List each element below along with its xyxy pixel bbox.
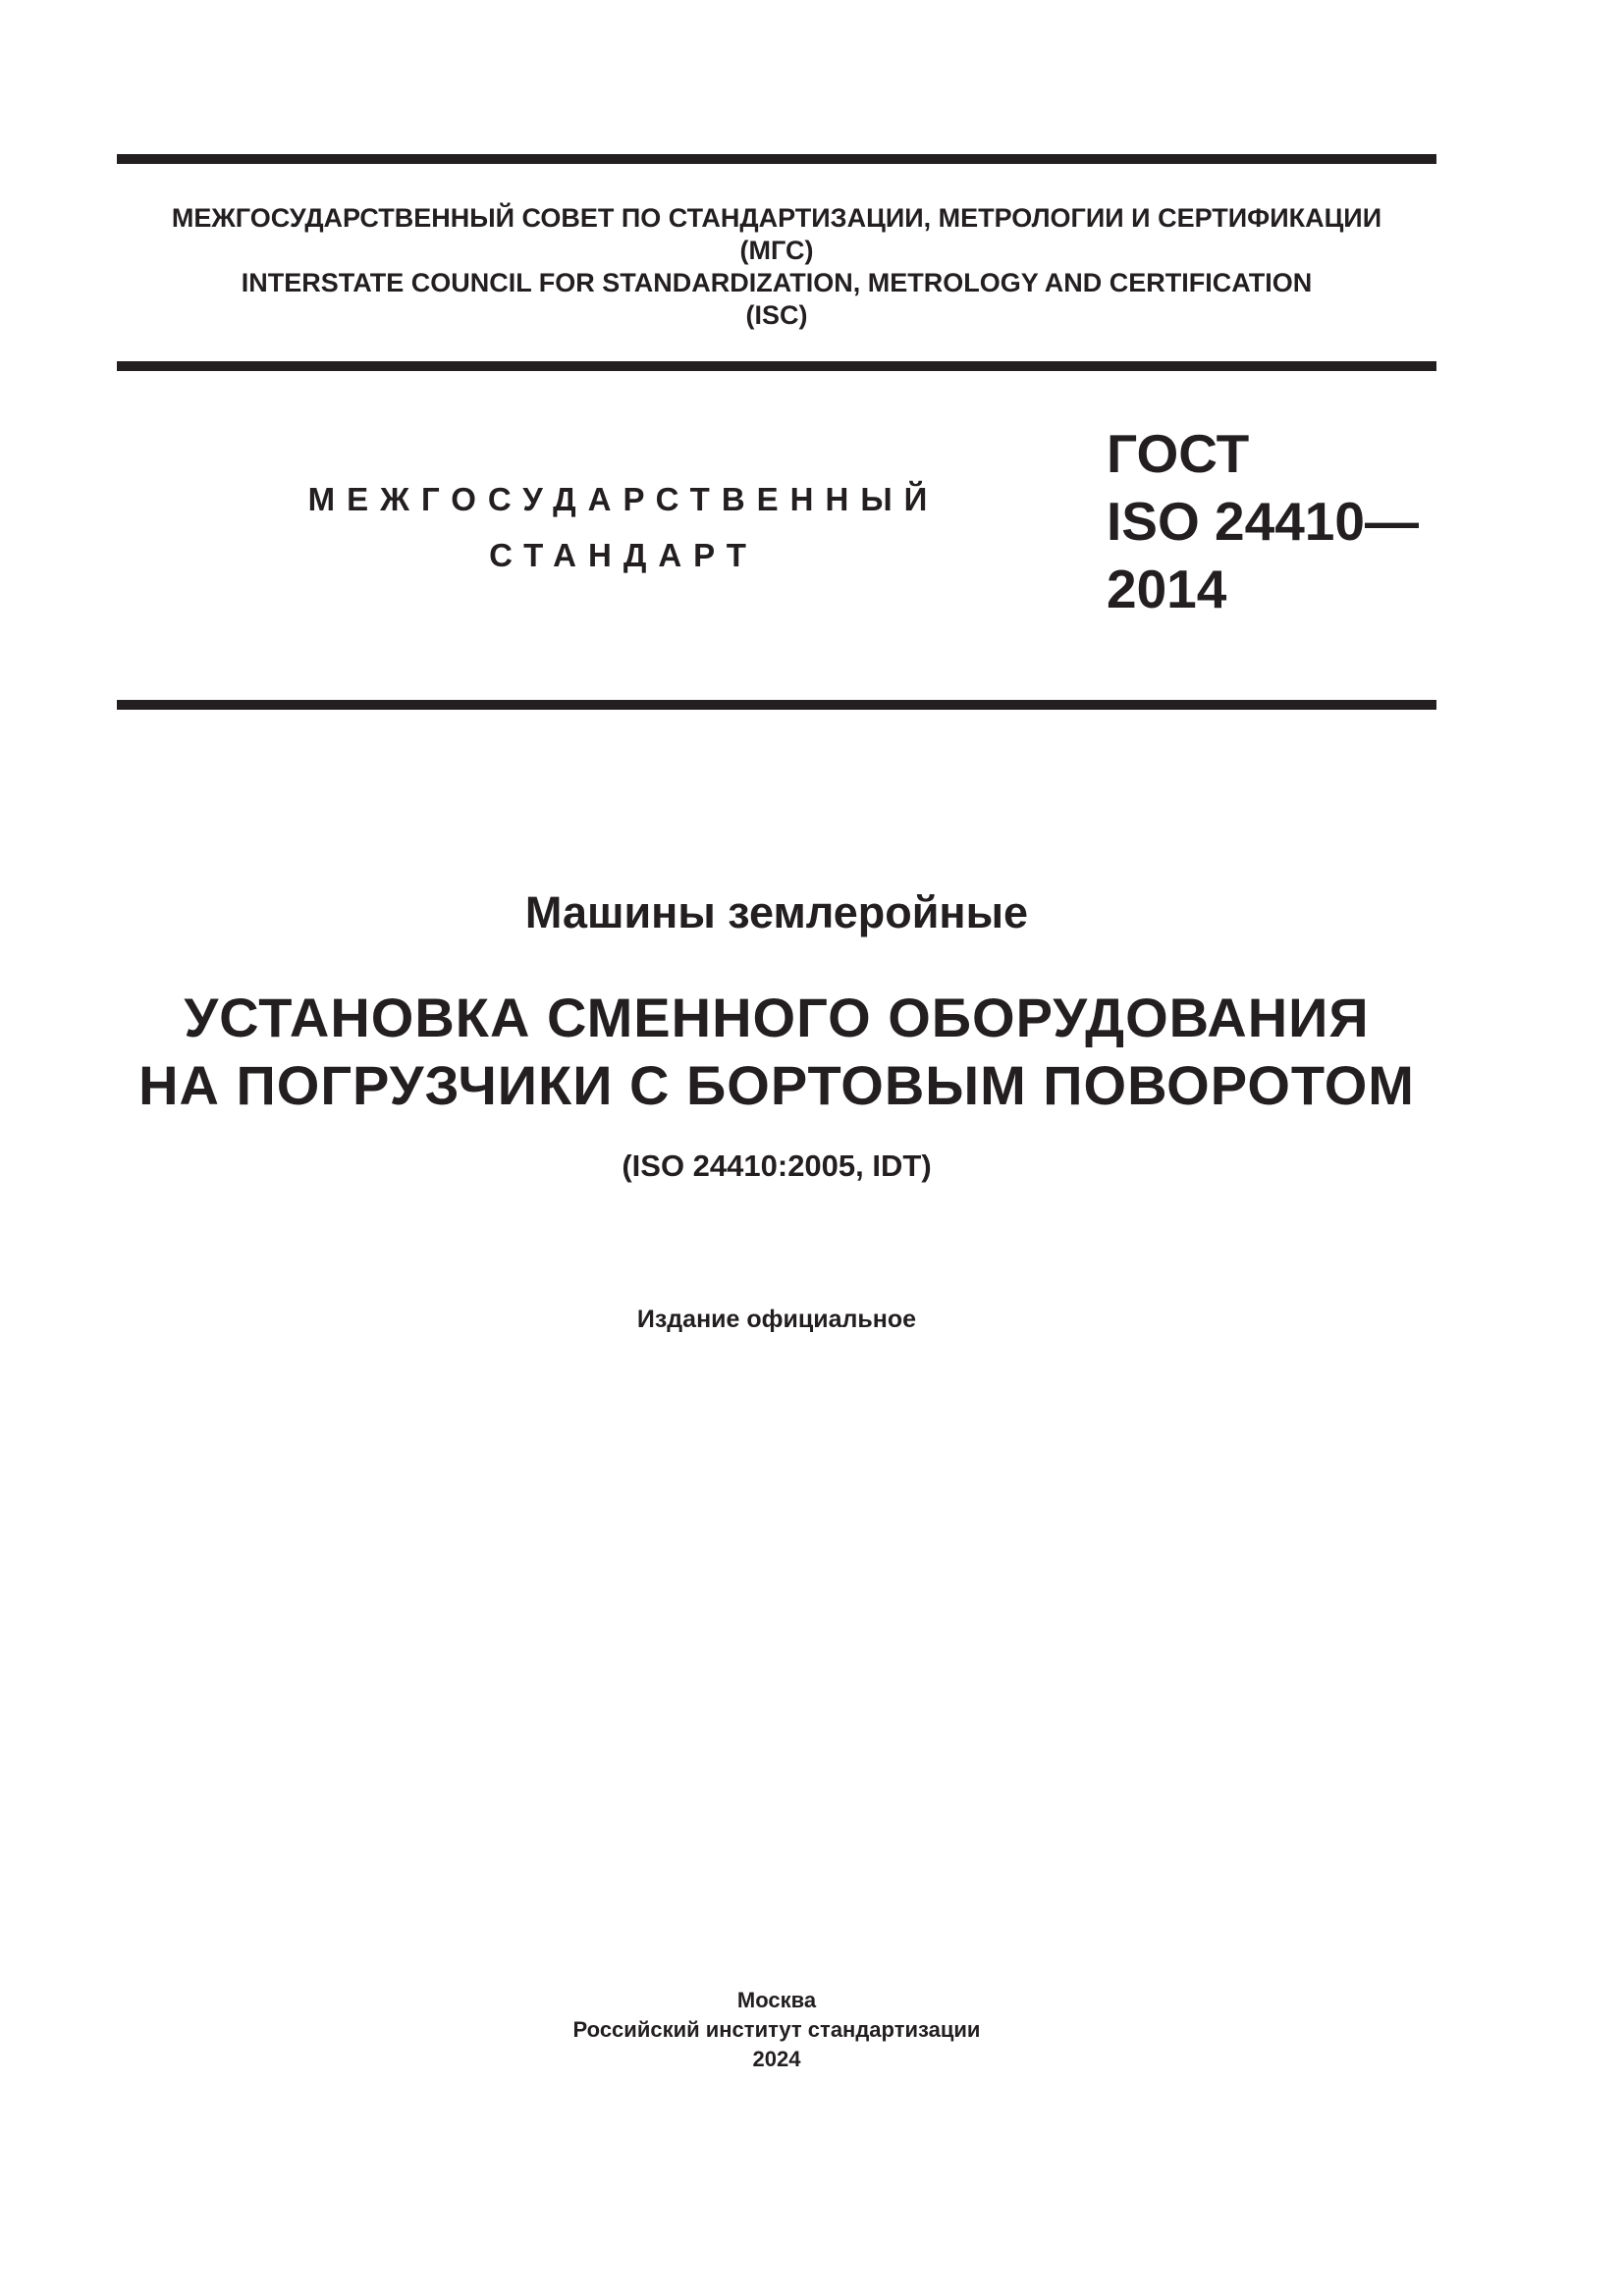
- imprint-city: Москва: [736, 1988, 817, 2012]
- middle-rule: [117, 361, 1436, 371]
- council-header: [117, 202, 1436, 332]
- imprint-publisher: Российский институт стандартизации: [572, 2017, 981, 2042]
- standard-designation: [1107, 420, 1419, 623]
- council-abbr-en: (ISC): [745, 300, 808, 330]
- document-title: [117, 984, 1436, 1119]
- designation-line3: 2014: [1107, 559, 1227, 619]
- standard-type-label: [255, 471, 992, 583]
- council-name-en: INTERSTATE COUNCIL FOR STANDARDIZATION, METROLOGY AND CERTIFICATION: [241, 268, 1313, 297]
- top-rule: [117, 154, 1436, 164]
- document-title-line2: НА ПОГРУЗЧИКИ С БОРТОВЫМ ПОВОРОТОМ: [138, 1054, 1415, 1116]
- document-subtitle: Машины землеройные: [524, 887, 1029, 937]
- iso-reference: (ISO 24410:2005, IDT): [622, 1148, 932, 1183]
- edition-note: Издание официальное: [636, 1306, 917, 1333]
- council-abbr-ru: (МГС): [739, 236, 814, 265]
- imprint-year: 2024: [752, 2047, 801, 2071]
- designation-line1: ГОСТ: [1107, 423, 1250, 484]
- document-title-line1: УСТАНОВКА СМЕННОГО ОБОРУДОВАНИЯ: [184, 987, 1370, 1048]
- designation-line2: ISO 24410—: [1107, 491, 1419, 552]
- publisher-imprint: [117, 1986, 1436, 2074]
- council-name-ru: МЕЖГОСУДАРСТВЕННЫЙ СОВЕТ ПО СТАНДАРТИЗАЦИИ, МЕТРОЛОГИИ И СЕРТИФИКАЦИИ: [171, 203, 1382, 233]
- standard-type-line2: СТАНДАРТ: [489, 537, 758, 573]
- lower-rule: [117, 700, 1436, 710]
- standard-type-line1: МЕЖГОСУДАРСТВЕННЫЙ: [307, 481, 940, 517]
